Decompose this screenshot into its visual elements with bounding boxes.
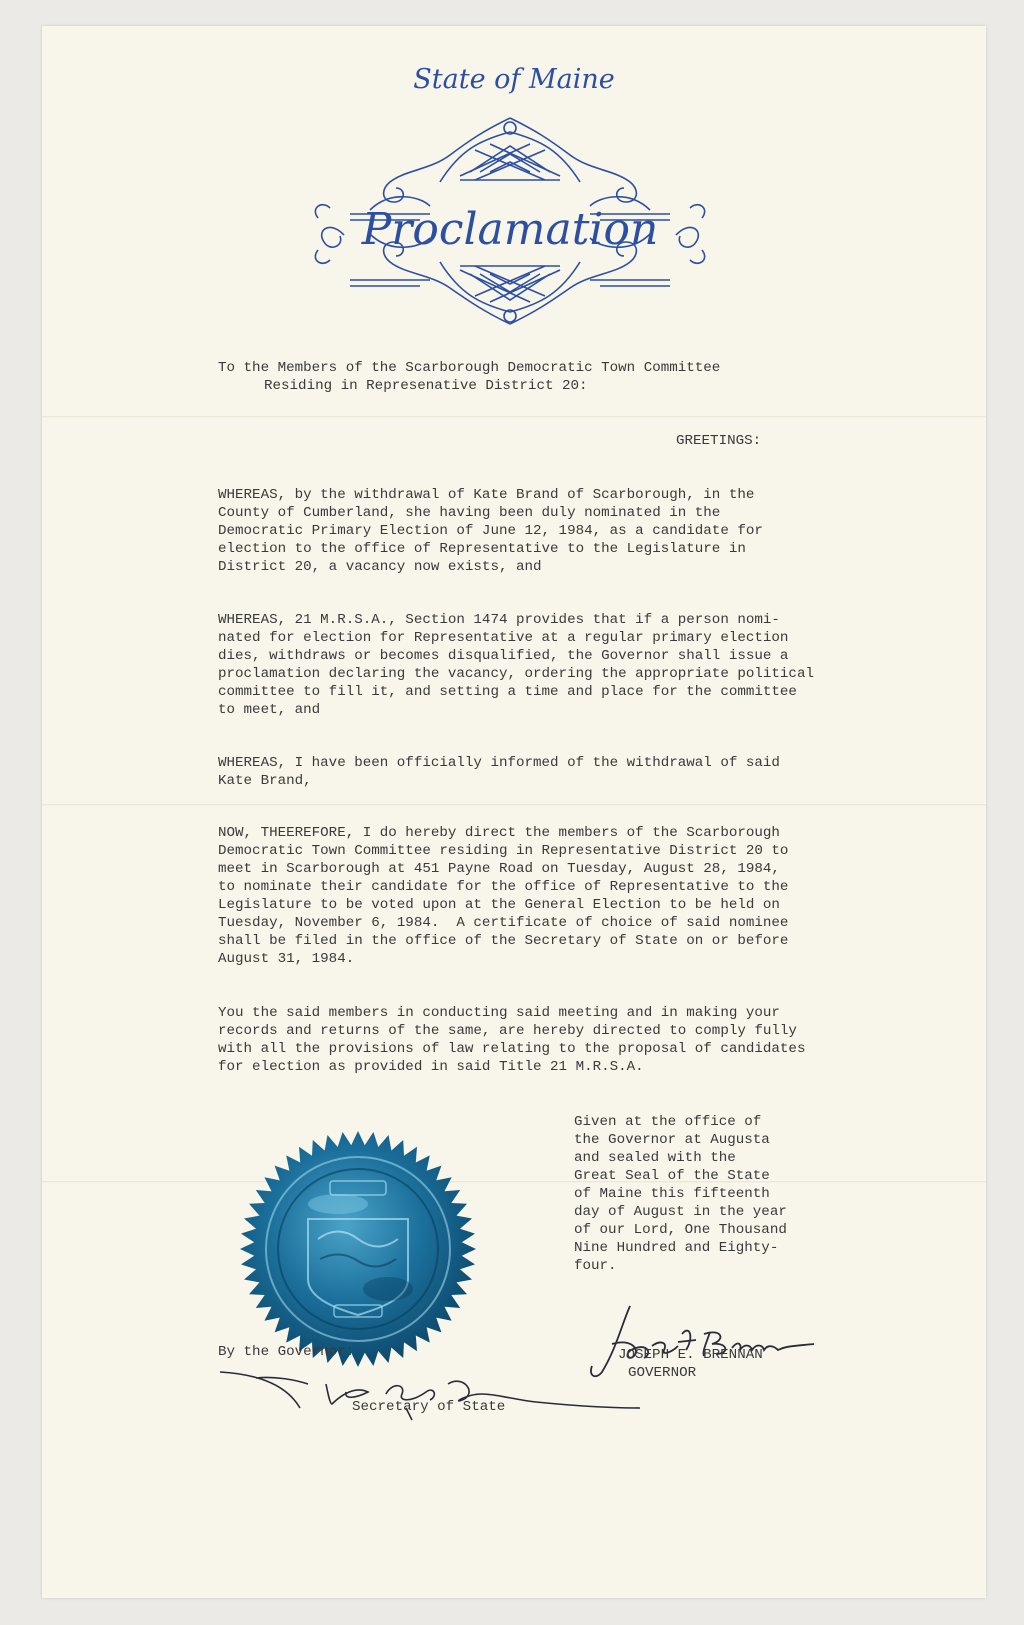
text-line: Democratic Primary Election of June 12, 1984, as a candidate for xyxy=(218,523,763,539)
text-line: to meet, and xyxy=(218,702,321,718)
text-line: WHEREAS, by the withdrawal of Kate Brand of Scarborough, in the xyxy=(218,487,755,503)
text-line: WHEREAS, I have been officially informed of the withdrawal of said xyxy=(218,755,780,771)
proclamation-ornament xyxy=(310,110,710,332)
text-line: Kate Brand, xyxy=(218,773,312,789)
text-line: nated for election for Representative at a regular primary election xyxy=(218,630,789,646)
text-line: to nominate their candidate for the office of Representative to the xyxy=(218,879,789,895)
text-line: proclamation declaring the vacancy, ordering the appropriate political xyxy=(218,666,814,682)
text-line: County of Cumberland, she having been duly nominated in the xyxy=(218,505,721,521)
proclamation-title: Proclamation xyxy=(361,204,659,255)
proclamation-document xyxy=(42,26,986,1598)
text-line: Democratic Town Committee residing in Representative District 20 to xyxy=(218,843,789,859)
text-line: Given at the office of xyxy=(574,1114,762,1130)
text-line: meet in Scarborough at 451 Payne Road on Tuesday, August 28, 1984, xyxy=(218,861,780,877)
text-line: August 31, 1984. xyxy=(218,951,355,967)
paper-fold xyxy=(42,416,986,418)
governor-title: GOVERNOR xyxy=(628,1365,697,1381)
text-line: WHEREAS, 21 M.R.S.A., Section 1474 provides that if a person nomi- xyxy=(218,612,780,628)
by-the-governor-label: By the Governor: xyxy=(218,1344,355,1360)
address-line-1: To the Members of the Scarborough Democratic Town Committee xyxy=(218,360,721,376)
text-line: four. xyxy=(574,1258,617,1274)
text-line: records and returns of the same, are hereby directed to comply fully xyxy=(218,1023,797,1039)
text-line: Legislature to be voted upon at the General Election to be held on xyxy=(218,897,780,913)
text-line: the Governor at Augusta xyxy=(574,1132,770,1148)
secretary-of-state-label: Secretary of State xyxy=(352,1399,506,1415)
text-line: for election as provided in said Title 21 M.R.S.A. xyxy=(218,1059,644,1075)
text-line: NOW, THEEREFORE, I do hereby direct the members of the Scarborough xyxy=(218,825,780,841)
text-line: with all the provisions of law relating to the proposal of candidates xyxy=(218,1041,806,1057)
text-line: of Maine this fifteenth xyxy=(574,1186,770,1202)
greeting: GREETINGS: xyxy=(676,433,762,449)
text-line: District 20, a vacancy now exists, and xyxy=(218,559,542,575)
great-seal-of-maine xyxy=(238,1129,478,1369)
address-line-2: Residing in Represenative District 20: xyxy=(264,378,588,394)
state-of-maine-heading: State of Maine xyxy=(413,64,615,95)
text-line: and sealed with the xyxy=(574,1150,736,1166)
text-line: day of August in the year xyxy=(574,1204,787,1220)
text-line: dies, withdraws or becomes disqualified, the Governor shall issue a xyxy=(218,648,789,664)
text-line: Tuesday, November 6, 1984. A certificate of choice of said nominee xyxy=(218,915,789,931)
seal-starburst-edge xyxy=(240,1131,476,1367)
text-line: of our Lord, One Thousand xyxy=(574,1222,787,1238)
paper-fold xyxy=(42,1181,986,1183)
text-line: election to the office of Representative to the Legislature in xyxy=(218,541,746,557)
text-line: Great Seal of the State xyxy=(574,1168,770,1184)
text-line: Nine Hundred and Eighty- xyxy=(574,1240,779,1256)
text-line: You the said members in conducting said meeting and in making your xyxy=(218,1005,780,1021)
paper-fold xyxy=(42,804,986,806)
governor-name: JOSEPH E. BRENNAN xyxy=(618,1347,763,1363)
text-line: shall be filed in the office of the Secretary of State on or before xyxy=(218,933,789,949)
text-line: committee to fill it, and setting a time and place for the committee xyxy=(218,684,797,700)
